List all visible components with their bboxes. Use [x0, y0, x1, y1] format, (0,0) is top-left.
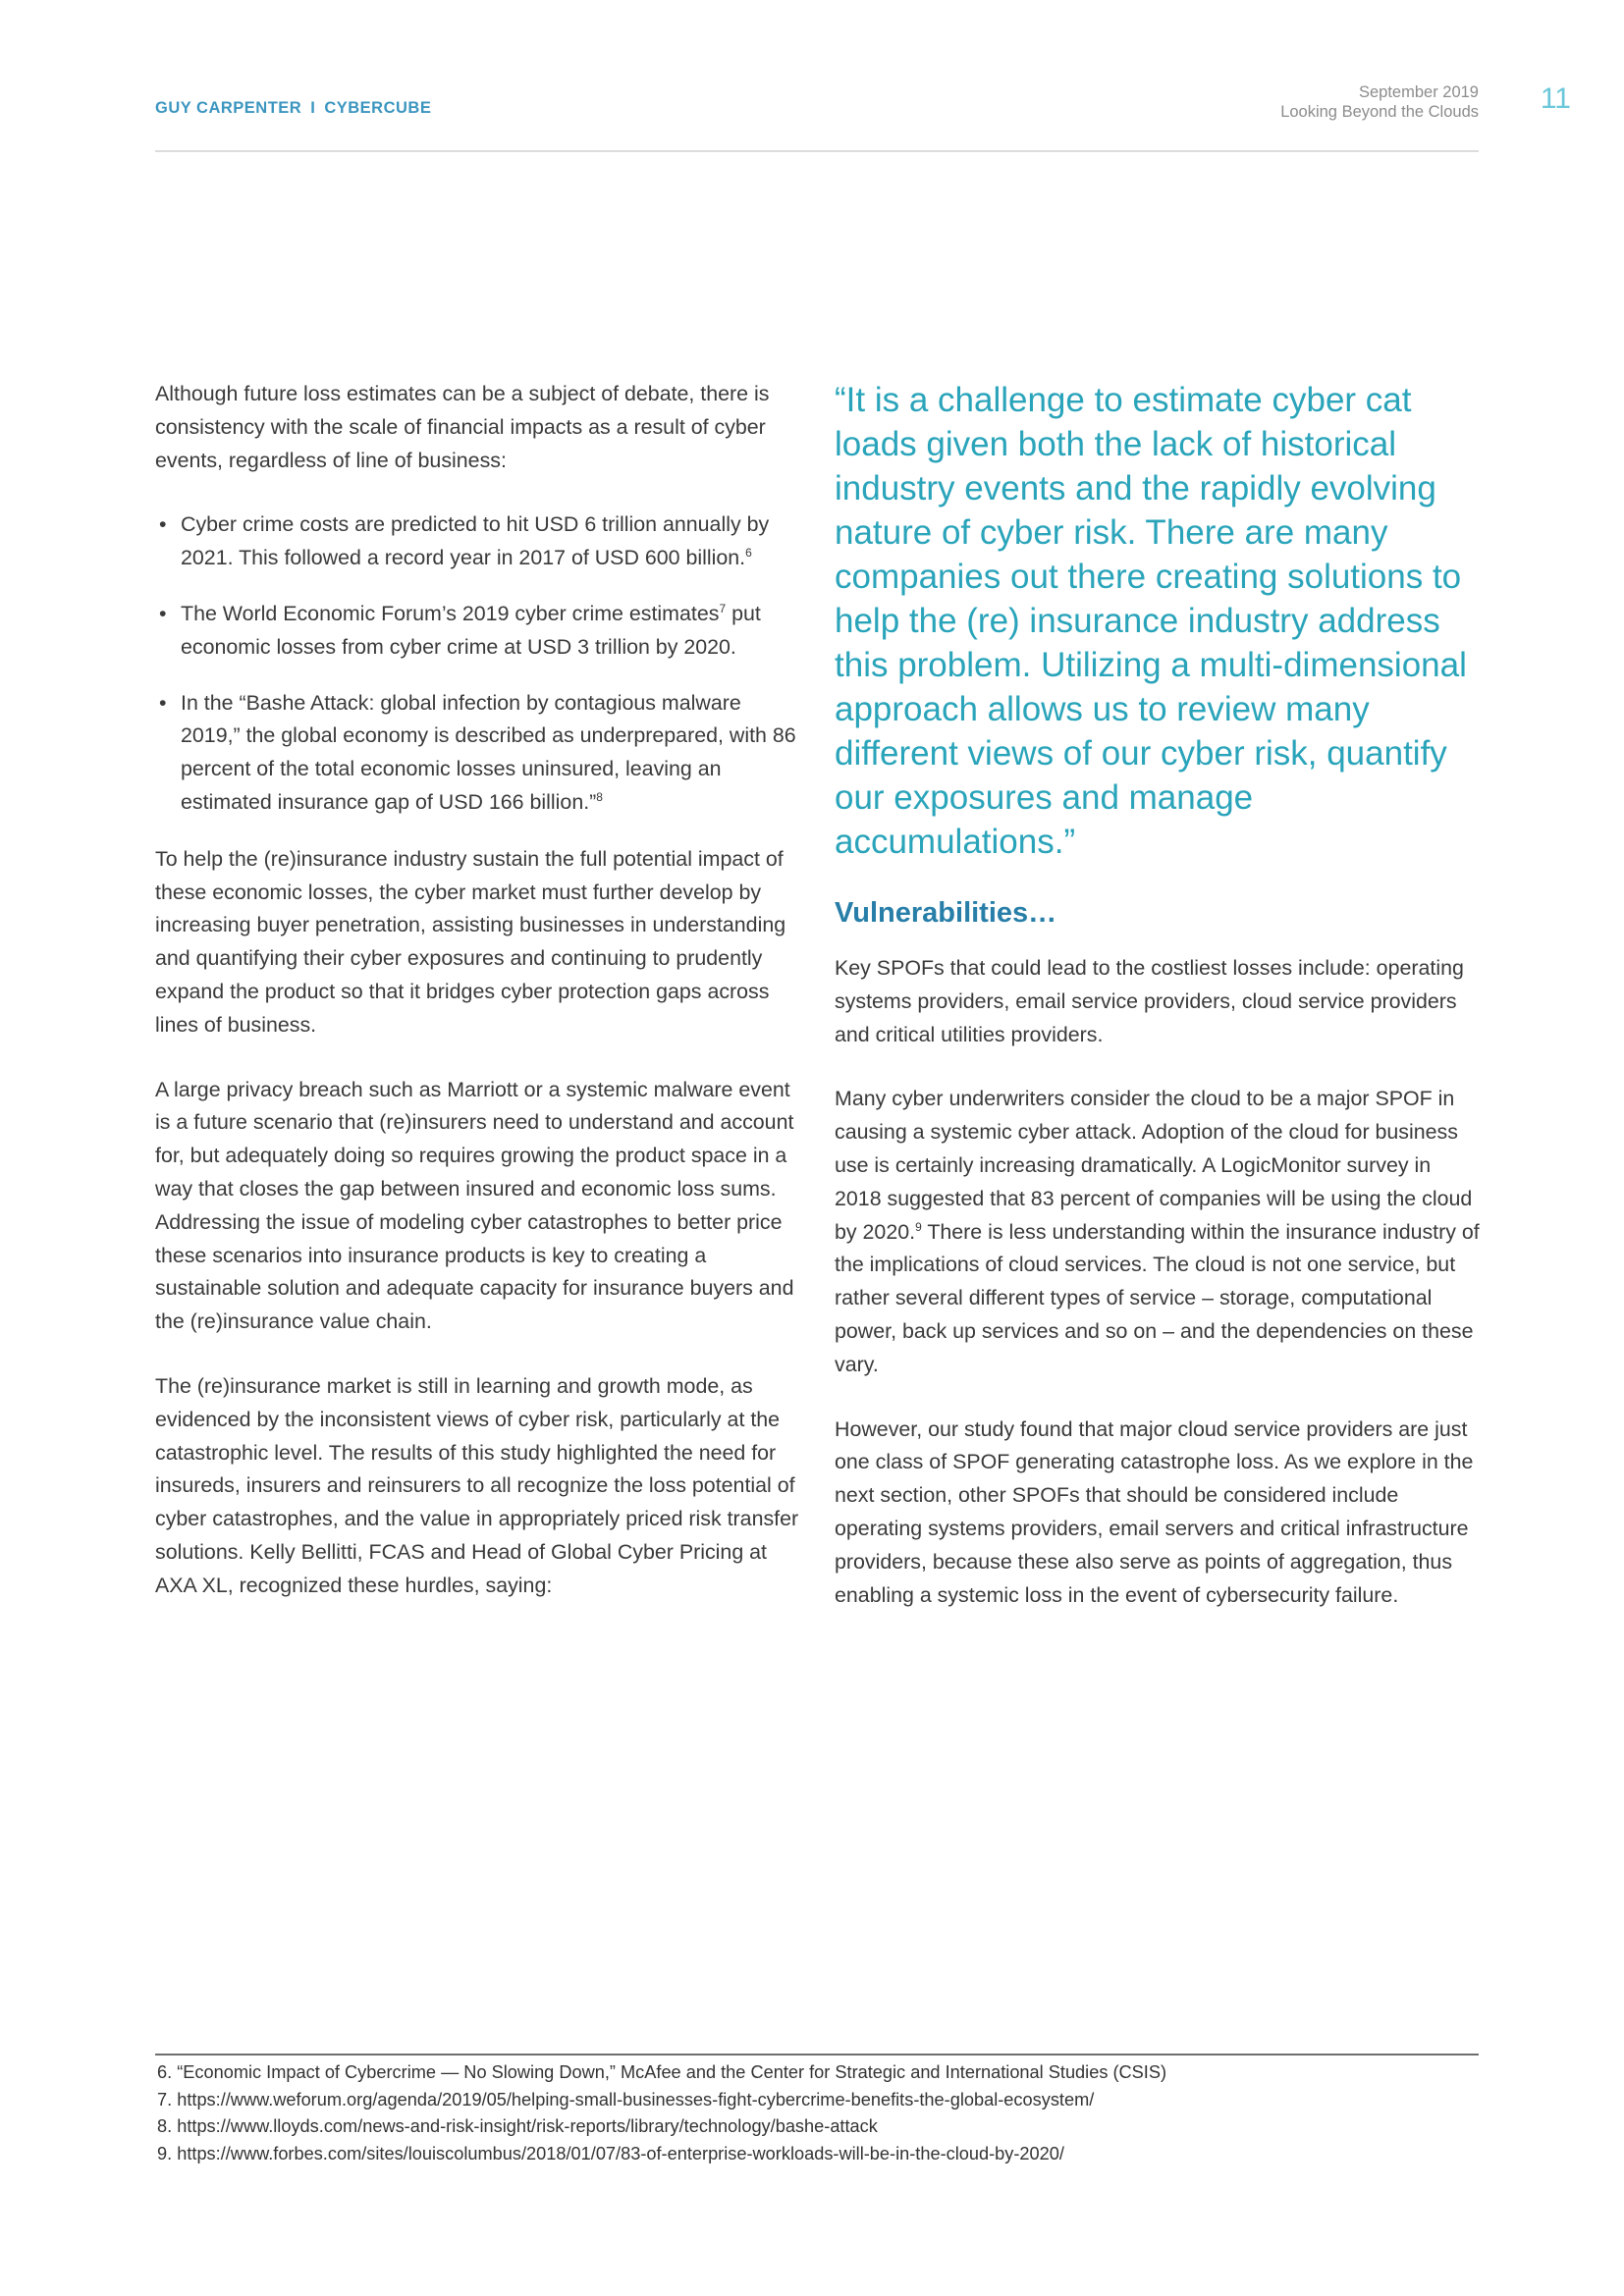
bullet-item	[155, 508, 803, 575]
body-paragraph: To help the (re)insurance industry sustain the full potential impact of these economic losses, the cyber market must further develop by increasing buyer penetration, assisting businesses in understanding and quantifying their cyber exposures and continuing to prudently expand the product so that it bridges cyber protection gaps across lines of business.	[155, 846, 786, 1037]
bullet-item	[155, 687, 803, 820]
brand-line	[155, 99, 431, 118]
footnote-9[interactable]: 9. https://www.forbes.com/sites/louiscolumbus/2018/01/07/83-of-enterprise-workloads-will-be-in-the-cloud-by-2020/	[157, 2143, 1064, 2163]
bullet-text: In the “Bashe Attack: global infection by contagious malware 2019,” the global economy is described as underprepared, with 86 percent of the total economic losses uninsured, leaving an estimated insurance gap of USD 166 billion.”	[181, 690, 796, 814]
footnotes	[157, 2059, 1492, 2167]
body-paragraph: The (re)insurance market is still in learning and growth mode, as evidenced by the inconsistent views of cyber risk, particularly at the catastrophic level. The results of this study highlighted the need for insureds, insurers and reinsurers to all recognize the loss potential of cyber catastrophes, and the value in appropriately priced risk transfer solutions. Kelly Bellitti, FCAS and Head of Global Cyber Pricing at AXA XL, recognized these hurdles, saying:	[155, 1373, 799, 1597]
body-paragraph: However, our study found that major cloud service providers are just one class of SPOF generating catastrophe loss. As we explore in the next section, other SPOFs that should be considered include operating systems providers, email servers and critical infrastructure providers, because these also serve as points of aggregation, thus enabling a systemic loss in the event of cybersecurity failure.	[835, 1416, 1474, 1607]
header-divider	[155, 150, 1479, 152]
body-paragraph	[835, 1083, 1483, 1381]
footnote-ref: 9	[915, 1219, 922, 1234]
brand-guy-carpenter: GUY CARPENTER	[155, 99, 302, 117]
bullet-icon: •	[159, 690, 167, 715]
footnote-divider	[155, 2054, 1479, 2056]
header-meta	[1280, 82, 1571, 122]
footnote-ref: 6	[745, 546, 752, 561]
cloud-paragraph-text: Many cyber underwriters consider the cloud to be a major SPOF in causing a systemic cyber attack. Adoption of the cloud for business use is certainly increasing dramatically. A LogicMonitor survey in 2018 suggested that 83 percent of companies will be using the cloud by 2020.	[835, 1087, 1473, 1244]
bullet-icon: •	[159, 601, 167, 625]
bullet-icon: •	[159, 512, 167, 537]
header-date: September 2019	[1358, 83, 1479, 101]
brand-cybercube: CYBERCUBE	[324, 99, 432, 117]
footnote-8[interactable]: 8. https://www.lloyds.com/news-and-risk-insight/risk-reports/library/technology/bashe-attack	[157, 2116, 878, 2136]
intro-paragraph: Although future loss estimates can be a subject of debate, there is consistency with the scale of financial impacts as a result of cyber events, regardless of line of business:	[155, 382, 770, 472]
page-header	[155, 82, 1571, 151]
bullet-text: Cyber crime costs are predicted to hit USD 6 trillion annually by 2021. This followed a record year in 2017 of USD 600 billion.	[181, 512, 770, 570]
footnote-6: 6. “Economic Impact of Cybercrime — No Slowing Down,” McAfee and the Center for Strategic and International Studies (CSIS)	[157, 2062, 1167, 2082]
section-subheading: Vulnerabilities…	[835, 897, 1057, 929]
footnote-ref: 7	[719, 601, 727, 615]
page-number: 11	[1540, 82, 1571, 115]
pull-quote: “It is a challenge to estimate cyber cat loads given both the lack of historical industry events and the rapidly evolving nature of cyber risk. There are many companies out there creating solutions to help the (re) insurance industry address this problem. Utilizing a multi-dimensional approach allows us to review many different views of our cyber risk, quantify our exposures and manage accumulations.”	[835, 381, 1467, 861]
header-doc-title: Looking Beyond the Clouds	[1280, 103, 1479, 121]
bullet-item	[155, 598, 803, 665]
bullet-text-continued: put economic losses from cyber crime at USD 3 trillion by 2020.	[181, 601, 761, 659]
right-column	[835, 378, 1483, 1643]
footnote-7[interactable]: 7. https://www.weforum.org/agenda/2019/05/helping-small-businesses-fight-cybercrime-benefits-the-global-ecosystem/	[157, 2089, 1095, 2109]
brand-separator: I	[310, 99, 316, 117]
body-paragraph: Key SPOFs that could lead to the costliest losses include: operating systems providers, email service providers, cloud service providers and critical utilities providers.	[835, 956, 1464, 1046]
left-column	[155, 378, 803, 1634]
footnote-ref: 8	[596, 789, 603, 804]
impact-bullet-list	[155, 508, 803, 819]
cloud-paragraph-text-continued: There is less understanding within the insurance industry of the implications of cloud services. The cloud is not one service, but rather several different types of service – storage, computational power, back up services and so on – and the dependencies on these vary.	[835, 1219, 1480, 1376]
body-paragraph: A large privacy breach such as Marriott or a systemic malware event is a future scenario that (re)insurers need to understand and account for, but adequately doing so requires growing the product space in a way that closes the gap between insured and economic loss sums. Addressing the issue of modeling cyber catastrophes to better price these scenarios into insurance products is key to creating a sustainable solution and adequate capacity for insurance buyers and the (re)insurance value chain.	[155, 1077, 794, 1334]
bullet-text: The World Economic Forum’s 2019 cyber crime estimates	[181, 601, 720, 625]
